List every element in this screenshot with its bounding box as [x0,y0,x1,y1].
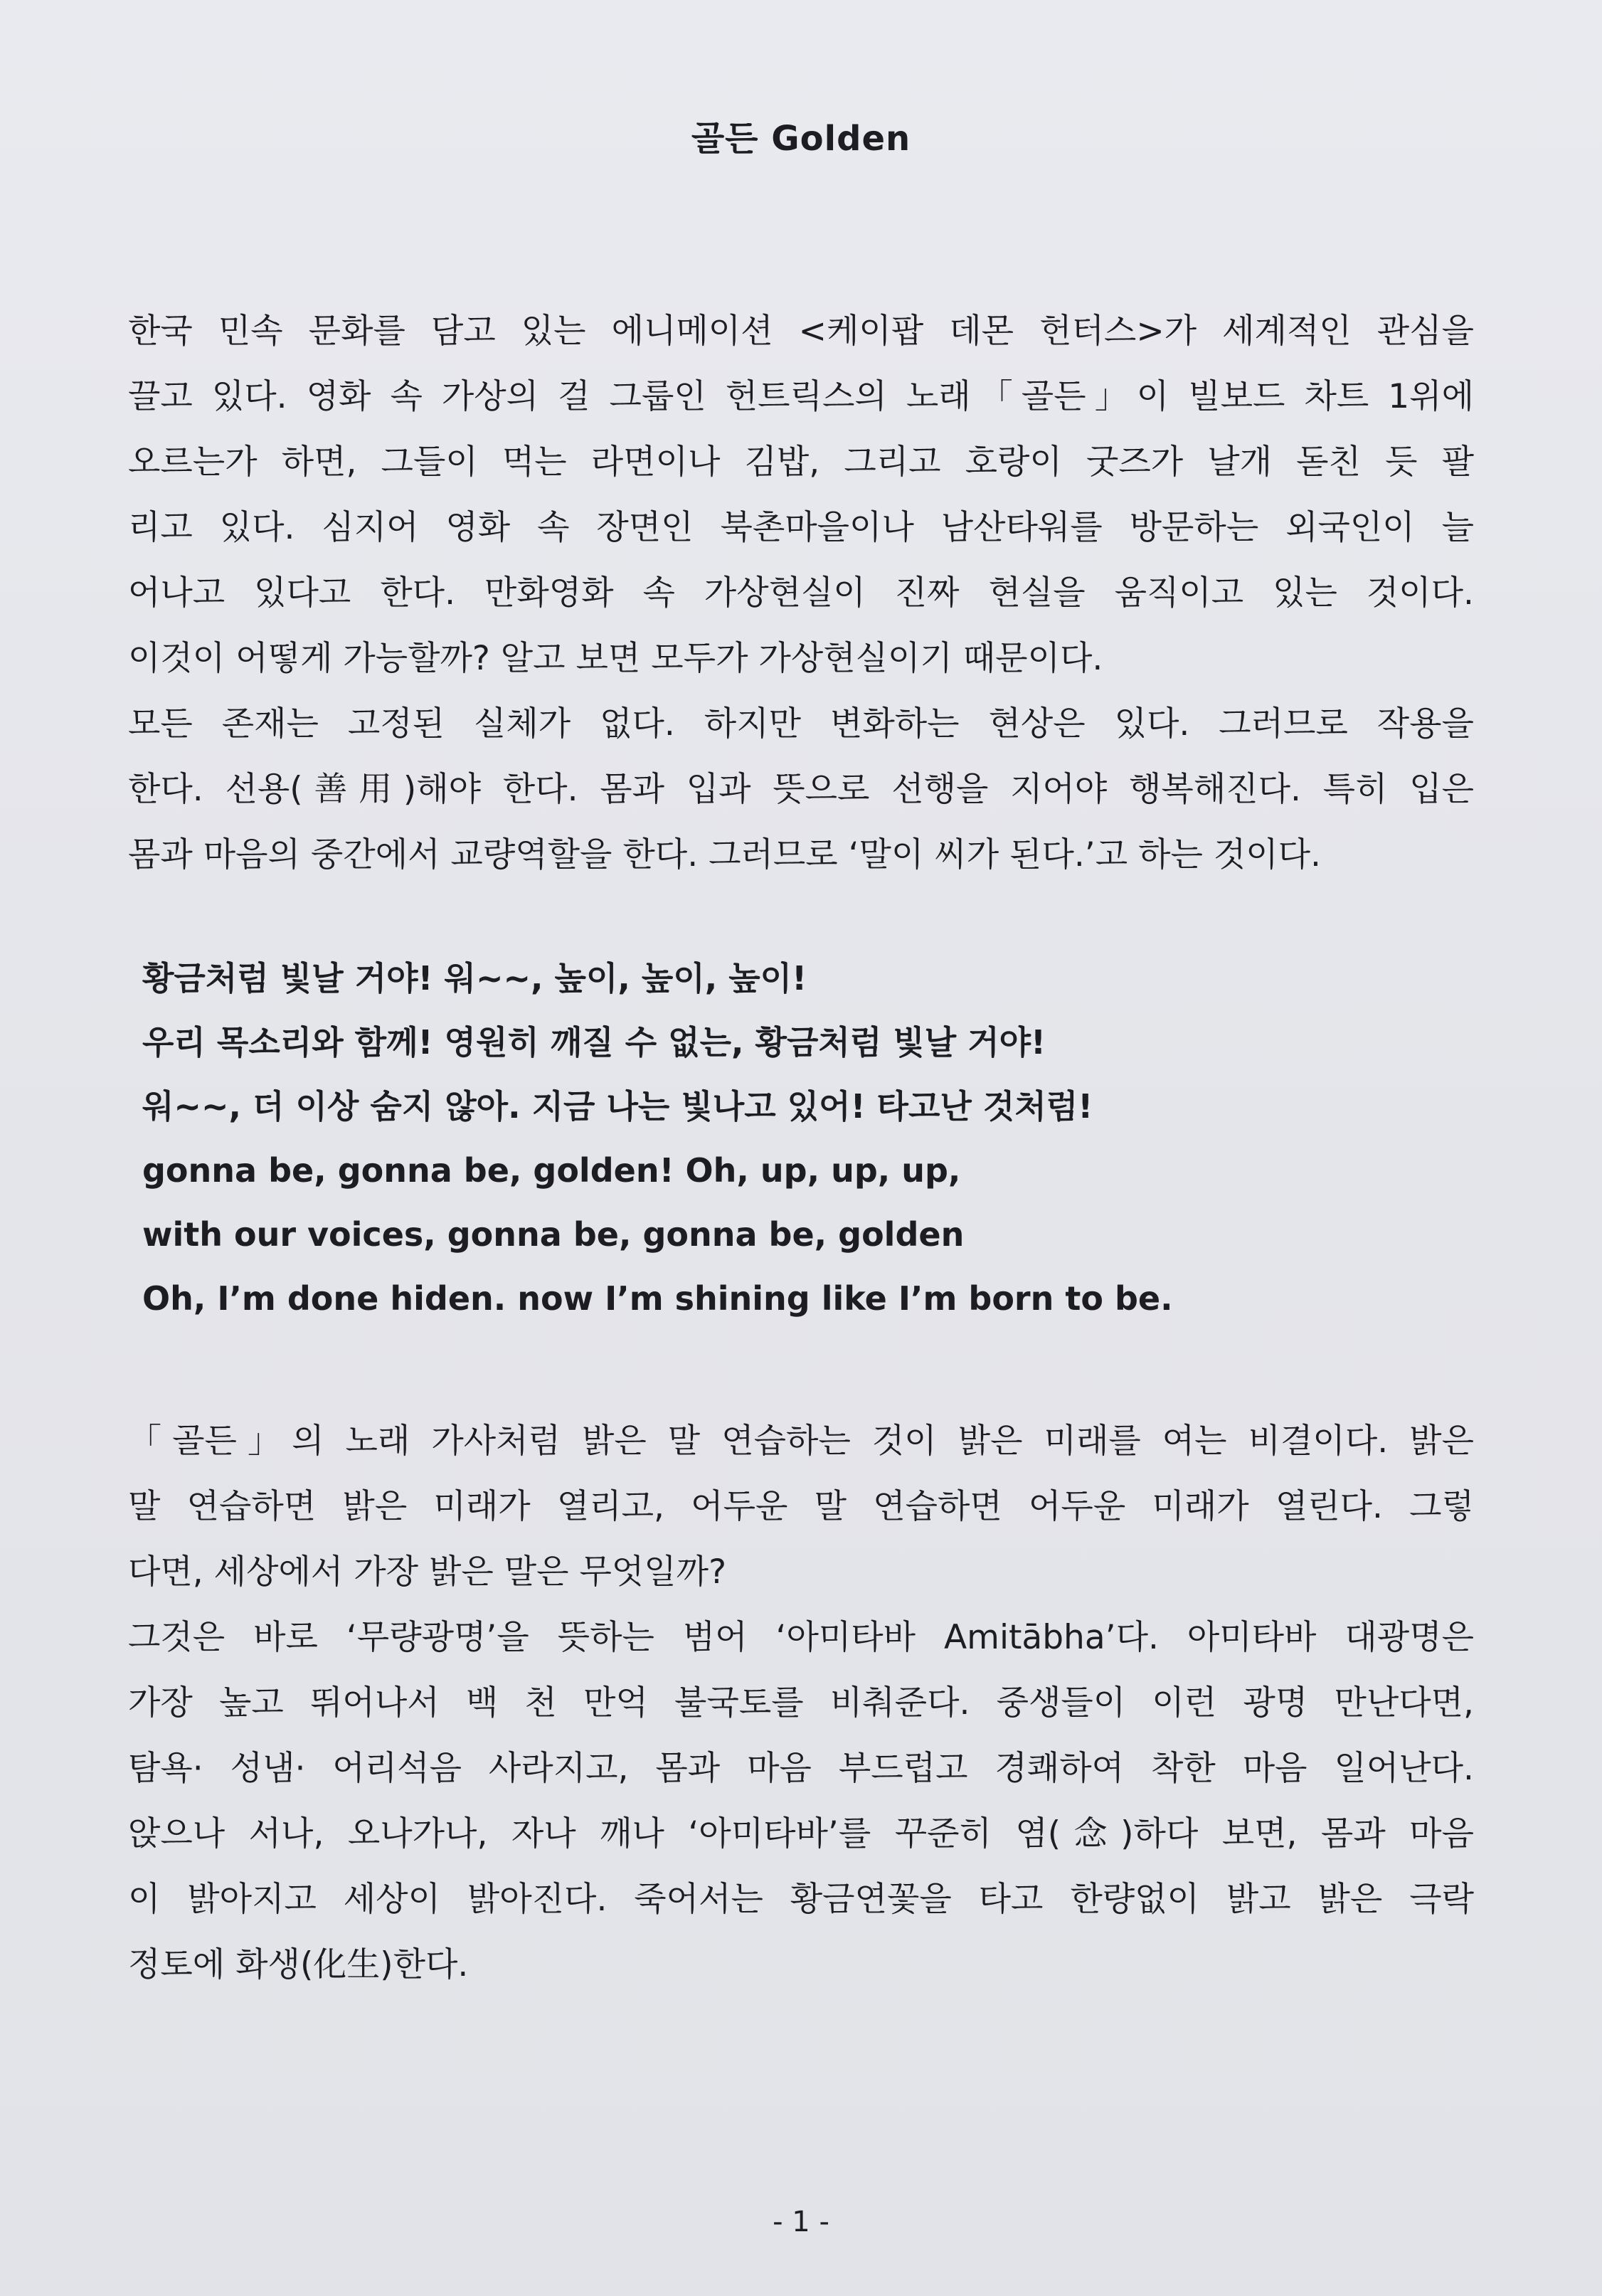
text-line: 모든 존재는 고정된 실체가 없다. 하지만 변화하는 현상은 있다. 그러므로 작용을 [128,704,1474,744]
closing-paragraph [128,1409,1474,1998]
text-line: 가장 높고 뛰어나서 백 천 만억 불국토를 비춰준다. 중생들이 이런 광명 만난다면, [128,1683,1474,1723]
lyric-line: 워~~, 더 이상 숨지 않아. 지금 나는 빛나고 있어! 타고난 것처럼! [142,1087,1093,1126]
lyric-line: with our voices, gonna be, gonna be, golden [142,1215,965,1254]
text-line: 정토에 화생(化生)한다. [128,1945,469,1984]
text-line: 이것이 어떻게 가능할까? 알고 보면 모두가 가상현실이기 때문이다. [128,639,1103,678]
text-line: 앉으나 서나, 오나가나, 자나 깨나 ‘아미타바’를 꾸준히 염(念)하다 보면, 몸과 마음 [128,1814,1474,1853]
text-line: 「골든」의 노래 가사처럼 밝은 말 연습하는 것이 밝은 미래를 여는 비결이다. 밝은 [128,1422,1474,1461]
text-line: 이 밝아지고 세상이 밝아진다. 죽어서는 황금연꽃을 타고 한량없이 밝고 밝은 극락 [128,1880,1474,1919]
lyric-line: 황금처럼 빛날 거야! 워~~, 높이, 높이, 높이! [142,959,807,998]
text-line: 말 연습하면 밝은 미래가 열리고, 어두운 말 연습하면 어두운 미래가 열린다. 그렇 [128,1487,1474,1526]
text-line: 몸과 마음의 중간에서 교량역할을 한다. 그러므로 ‘말이 씨가 된다.’고 하는 것이다. [128,835,1321,874]
text-line: 한다. 선용(善用)해야 한다. 몸과 입과 뜻으로 선행을 지어야 행복해진다. 특히 입은 [128,770,1474,809]
text-line: 다면, 세상에서 가장 밝은 말은 무엇일까? [128,1552,727,1592]
text-line: 탐욕· 성냄· 어리석음 사라지고, 몸과 마음 부드럽고 경쾌하여 착한 마음 일어난다. [128,1749,1474,1788]
text-line: 어나고 있다고 한다. 만화영화 속 가상현실이 진짜 현실을 움직이고 있는 것이다. [128,573,1474,613]
text-line: 그것은 바로 ‘무량광명’을 뜻하는 범어 ‘아미타바 Amitābha’다. 아미타바 대광명은 [128,1618,1474,1657]
text-line: 끌고 있다. 영화 속 가상의 걸 그룹인 헌트릭스의 노래「골든」이 빌보드 차트 1위에 [128,377,1474,416]
text-line: 리고 있다. 심지어 영화 속 장면인 북촌마을이나 남산타워를 방문하는 외국인이 늘 [128,508,1474,547]
text-line: 한국 민속 문화를 담고 있는 에니메이션 <케이팝 데몬 헌터스>가 세계적인 관심을 [128,312,1474,351]
lyric-line: Oh, I’m done hiden. now I’m shining like I’m born to be. [142,1279,1173,1318]
page-title: 골든 Golden [691,119,911,159]
lyric-line: 우리 목소리와 함께! 영원히 깨질 수 없는, 황금처럼 빛날 거야! [142,1023,1046,1062]
lyric-line: gonna be, gonna be, golden! Oh, up, up, up, [142,1151,961,1190]
intro-paragraph [128,299,1474,888]
text-line: 오르는가 하면, 그들이 먹는 라면이나 김밥, 그리고 호랑이 굿즈가 날개 돋친 듯 팔 [128,443,1474,482]
lyrics-block [142,946,1352,1330]
page-number: - 1 - [773,2206,829,2238]
